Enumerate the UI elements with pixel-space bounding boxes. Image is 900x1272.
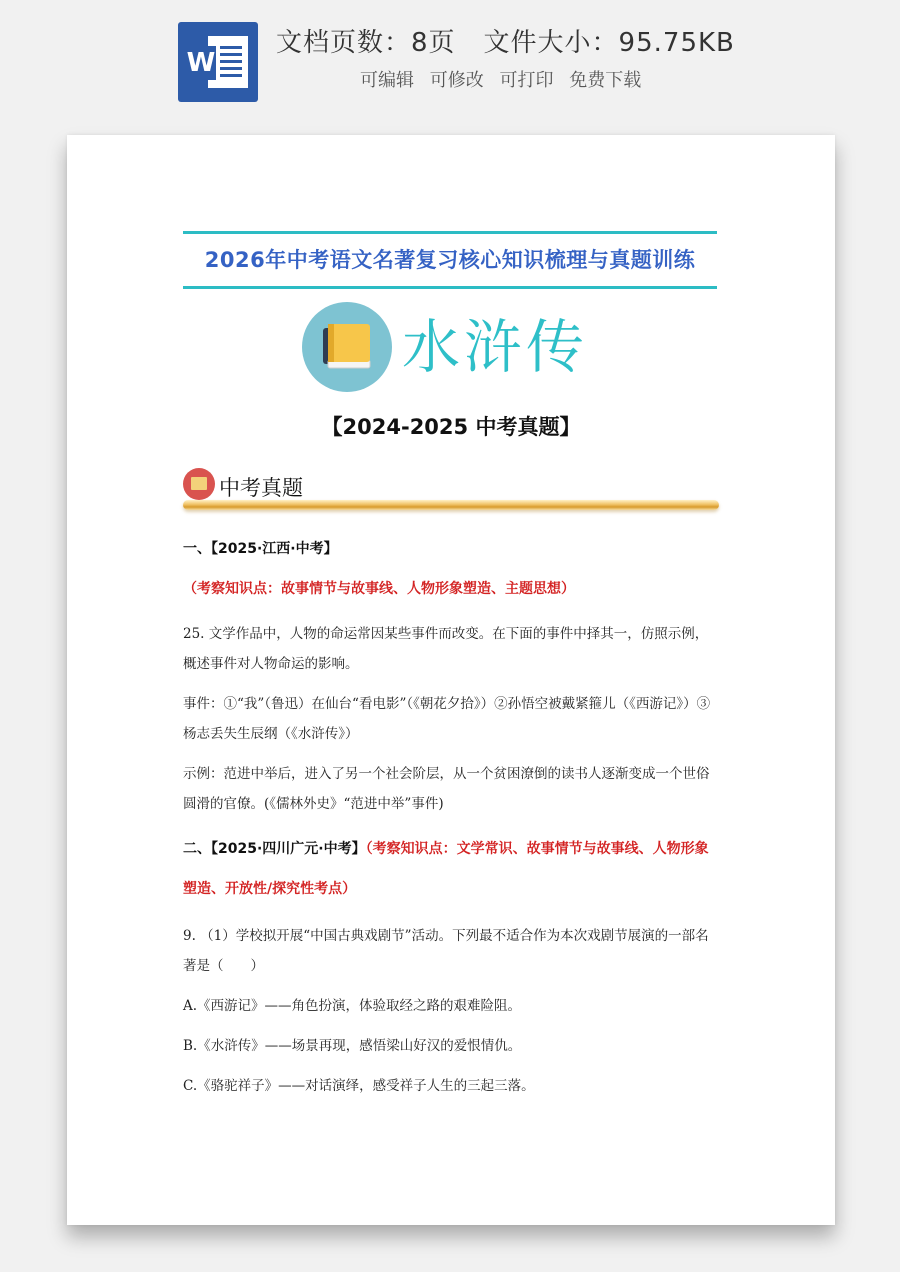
document-features bbox=[360, 66, 651, 92]
word-letter: W bbox=[186, 48, 216, 78]
section-header bbox=[183, 468, 719, 516]
question-2-heading bbox=[183, 829, 719, 909]
question-2-knowledge-points: （考察知识点：文学常识、故事情节与故事线、人物形象塑造、开放性/探究性考点） bbox=[183, 841, 709, 897]
book-icon bbox=[302, 302, 392, 392]
question-2-option-a: A.《西游记》——角色扮演，体验取经之路的艰难险阻。 bbox=[183, 998, 522, 1014]
folder-icon bbox=[183, 468, 215, 500]
document-info bbox=[276, 22, 735, 59]
exam-heading: 【2024-2025 中考真题】 bbox=[321, 415, 581, 439]
question-1-label: 一、【2025·江西·中考】 bbox=[183, 541, 338, 557]
word-file-icon bbox=[178, 22, 258, 102]
document-banner-title: 2026年中考语文名著复习核心知识梳理与真题训练 bbox=[183, 231, 717, 289]
question-1-events: 事件：①“我”（鲁迅）在仙台“看电影”（《朝花夕拾》）②孙悟空被戴紧箍儿（《西游记》）③杨志丢失生辰纲（《水浒传》） bbox=[183, 696, 711, 742]
question-1-heading bbox=[183, 529, 719, 609]
feature-printable: 可打印 bbox=[499, 70, 554, 91]
section-label: 中考真题 bbox=[219, 476, 303, 500]
book-title: 水浒传 bbox=[402, 313, 589, 381]
feature-modifiable: 可修改 bbox=[429, 70, 484, 91]
question-2-option-b: B.《水浒传》——场景再现，感悟梁山好汉的爱恨情仇。 bbox=[183, 1038, 522, 1054]
document-page bbox=[67, 135, 835, 1225]
question-2-label: 二、【2025·四川广元·中考】 bbox=[183, 841, 366, 857]
page-count: 文档页数：8页 bbox=[276, 28, 456, 58]
question-1-knowledge-points: （考察知识点：故事情节与故事线、人物形象塑造、主题思想） bbox=[183, 581, 575, 597]
question-2-prompt: 9. （1）学校拟开展“中国古典戏剧节”活动。下列最不适合作为本次戏剧节展演的一部名著是（ ） bbox=[183, 928, 709, 974]
question-1-prompt: 25. 文学作品中，人物的命运常因某些事件而改变。在下面的事件中择其一，仿照示例，概述事件对人物命运的影响。 bbox=[183, 626, 709, 672]
feature-editable: 可编辑 bbox=[360, 70, 414, 91]
question-1-example: 示例：范进中举后，进入了另一个社会阶层，从一个贫困潦倒的读书人逐渐变成一个世俗圆滑的官僚。(《儒林外史》“范进中举”事件) bbox=[183, 766, 710, 812]
question-2-option-c: C.《骆驼祥子》——对话演绎，感受祥子人生的三起三落。 bbox=[183, 1078, 535, 1094]
file-size: 文件大小：95.75KB bbox=[483, 28, 735, 58]
feature-free-download: 免费下载 bbox=[569, 70, 642, 91]
